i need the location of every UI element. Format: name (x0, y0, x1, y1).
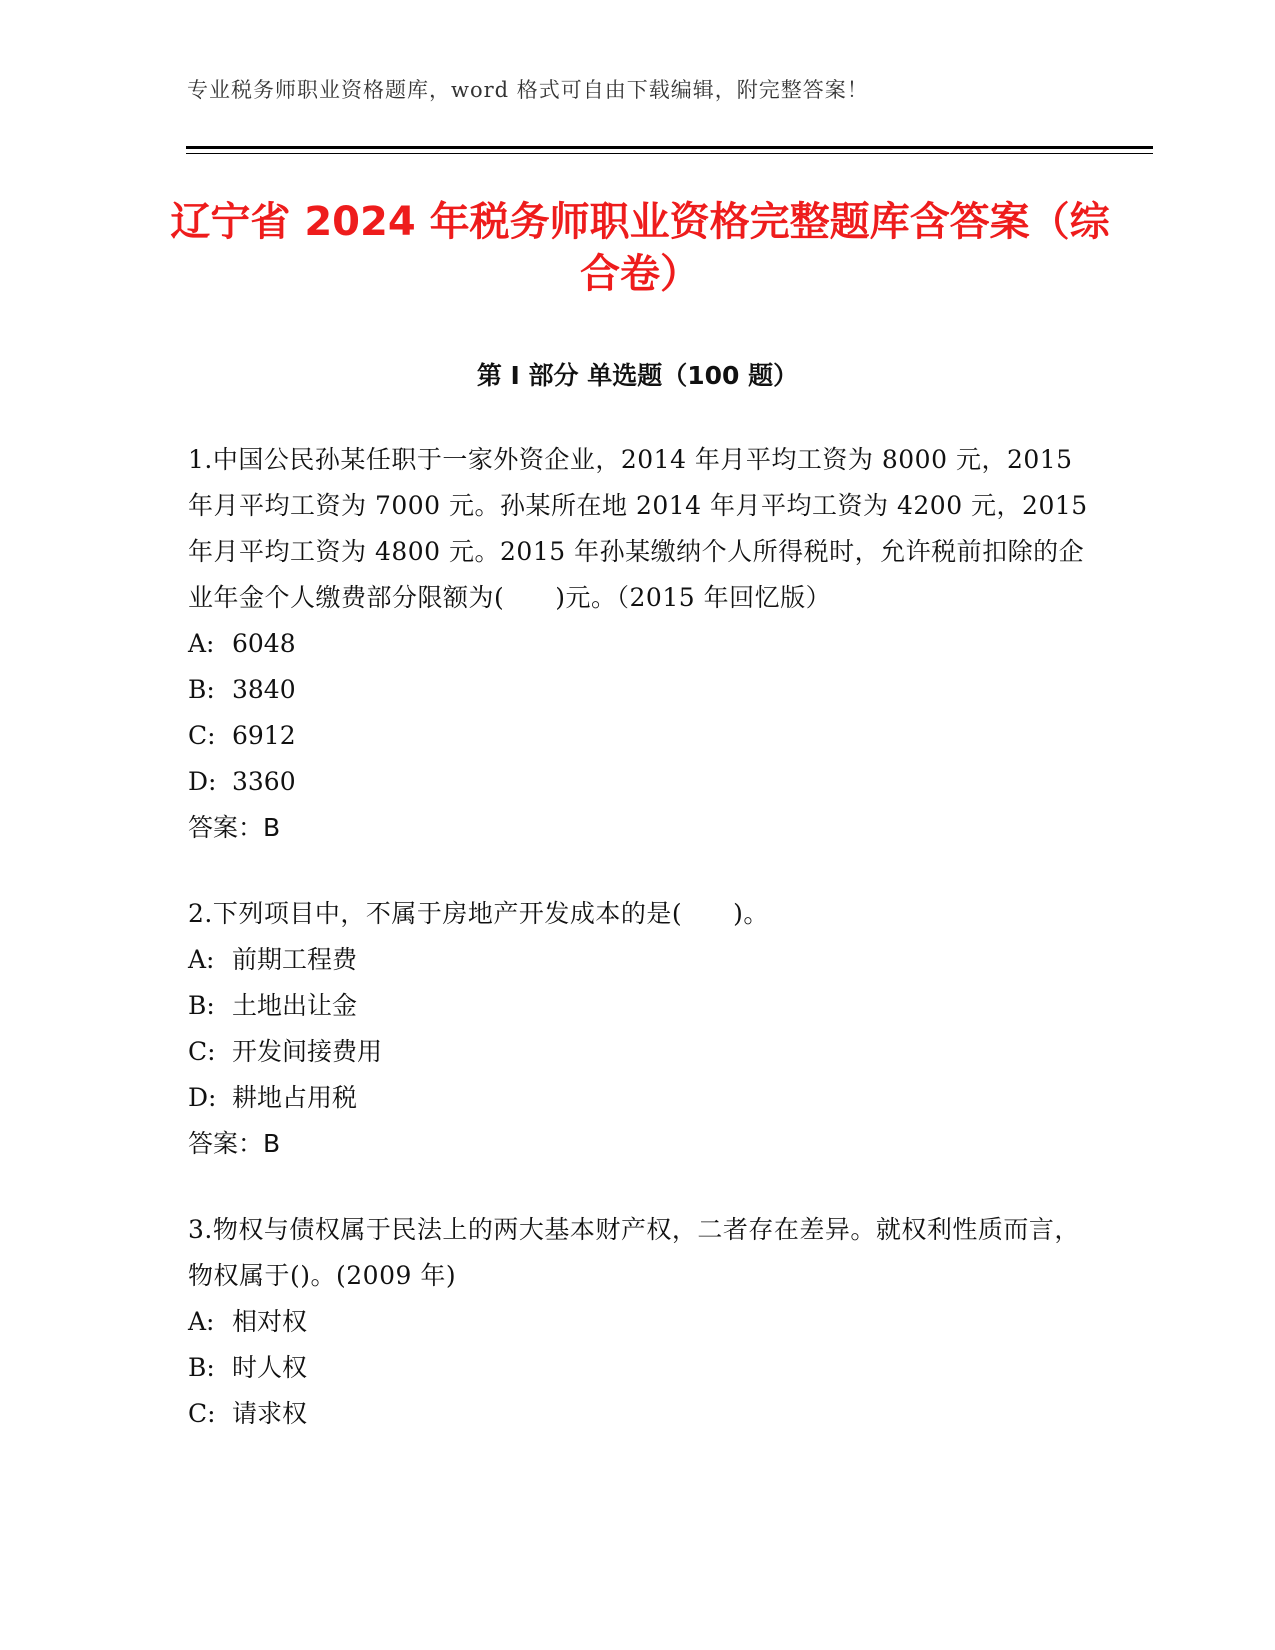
option-letter: C: (188, 1399, 216, 1428)
option-c[interactable] (188, 1391, 1088, 1437)
document-title: 辽宁省 2024 年税务师职业资格完整题库含答案（综合卷） (170, 199, 1110, 297)
question-1 (188, 437, 1088, 851)
option-letter: C: (188, 1037, 216, 1066)
question-stem: 2.下列项目中，不属于房地产开发成本的是( )。 (188, 899, 769, 928)
answer-line: 答案：B (188, 813, 281, 842)
option-letter: C: (188, 721, 216, 750)
section-title: 第 I 部分 单选题（100 题） (476, 361, 799, 390)
question-3 (188, 1207, 1088, 1437)
option-b[interactable] (188, 1345, 1088, 1391)
option-letter: B: (188, 991, 215, 1020)
option-a[interactable] (188, 1299, 1088, 1345)
option-text: 耕地占用税 (232, 1083, 358, 1112)
option-text: 6912 (232, 721, 296, 750)
option-d[interactable] (188, 1075, 1088, 1121)
question-stem: 3.物权与债权属于民法上的两大基本财产权，二者存在差异。就权利性质而言，物权属于()。(2009 年) (188, 1215, 1080, 1290)
option-text: 土地出让金 (232, 991, 358, 1020)
option-b[interactable] (188, 667, 1088, 713)
question-2 (188, 891, 1088, 1167)
option-a[interactable] (188, 621, 1088, 667)
option-text: 前期工程费 (232, 945, 358, 974)
option-text: 开发间接费用 (232, 1037, 383, 1066)
option-a[interactable] (188, 937, 1088, 983)
question-stem: 1.中国公民孙某任职于一家外资企业，2014 年月平均工资为 8000 元，2015 年月平均工资为 7000 元。孙某所在地 2014 年月平均工资为 4200 元，2015 年月平均工资为 4800 元。2015 年孙某缴纳个人所得税时，允许税前扣除的企业年金个人缴费部分限额为( )元。（2015 年回忆版） (188, 445, 1088, 612)
option-text: 时人权 (232, 1353, 308, 1382)
header-note: 专业税务师职业资格题库，word 格式可自由下载编辑，附完整答案！ (187, 78, 869, 102)
question-list (188, 437, 1088, 1477)
option-text: 相对权 (232, 1307, 308, 1336)
option-text: 请求权 (232, 1399, 308, 1428)
header-divider-thick (186, 146, 1153, 149)
option-c[interactable] (188, 713, 1088, 759)
option-letter: D: (188, 767, 217, 796)
option-letter: A: (188, 945, 215, 974)
option-text: 6048 (232, 629, 296, 658)
option-letter: A: (188, 1307, 215, 1336)
option-letter: B: (188, 675, 215, 704)
option-letter: A: (188, 629, 215, 658)
option-text: 3360 (232, 767, 296, 796)
option-b[interactable] (188, 983, 1088, 1029)
option-letter: D: (188, 1083, 217, 1112)
option-d[interactable] (188, 759, 1088, 805)
option-c[interactable] (188, 1029, 1088, 1075)
option-letter: B: (188, 1353, 215, 1382)
option-text: 3840 (232, 675, 296, 704)
header-divider-thin (186, 153, 1153, 154)
answer-line: 答案：B (188, 1129, 281, 1158)
